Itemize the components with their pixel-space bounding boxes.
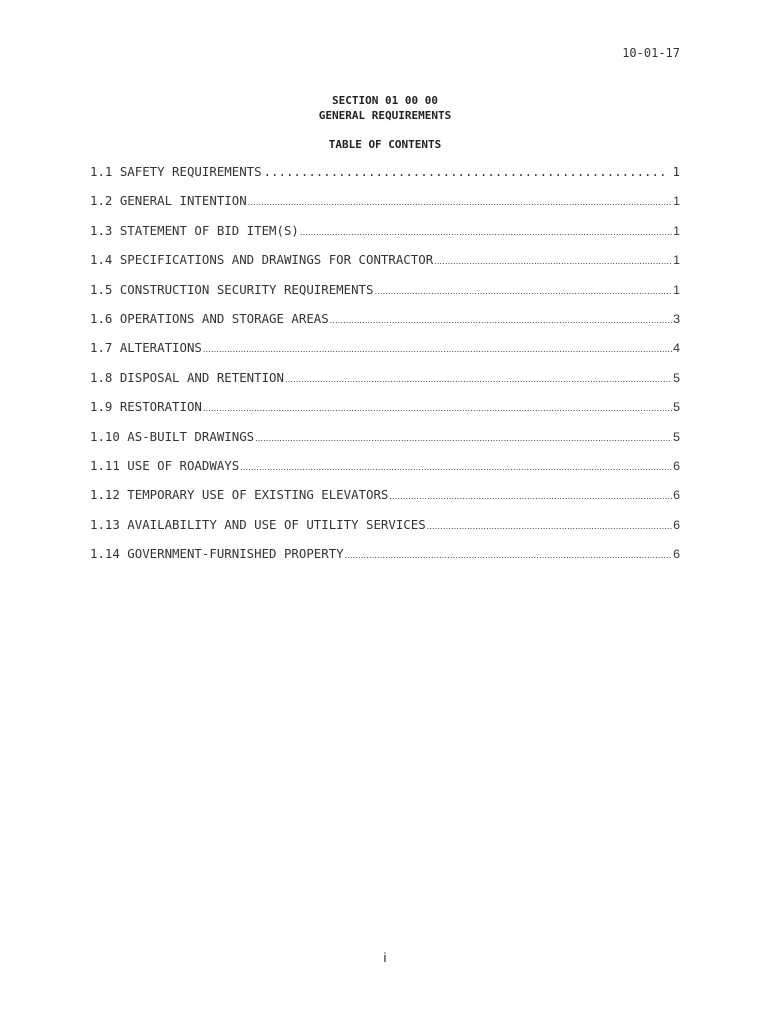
toc-entry-label: 1.14 GOVERNMENT-FURNISHED PROPERTY [90, 546, 344, 562]
toc-entry-label: 1.11 USE OF ROADWAYS [90, 457, 240, 473]
toc-dot-leader [374, 286, 672, 296]
toc-dot-leader [434, 256, 672, 266]
toc-dot-leader [345, 550, 672, 560]
section-number: SECTION 01 00 00 [332, 94, 438, 107]
toc-dot-leader [285, 374, 672, 384]
section-title: GENERAL REQUIREMENTS [318, 109, 452, 122]
toc-entry-page: 5 [673, 429, 680, 444]
toc-entry[interactable] [90, 252, 680, 281]
toc-entry-label: 1.8 DISPOSAL AND RETENTION [90, 369, 284, 385]
toc-dot-leader [203, 403, 672, 413]
toc-dot-leader [300, 227, 672, 237]
toc-entry-label: 1.4 SPECIFICATIONS AND DRAWINGS FOR CONTRACTOR [90, 252, 434, 268]
toc-dot-leader [330, 315, 672, 325]
toc-entry-page: 6 [673, 547, 680, 562]
toc-entry[interactable] [90, 458, 680, 487]
toc-entry-page: 5 [673, 370, 680, 385]
toc-entry-page: 1 [673, 223, 680, 238]
toc-entry[interactable] [90, 193, 680, 222]
toc-entry-label: 1.13 AVAILABILITY AND USE OF UTILITY SERVICES [90, 516, 426, 532]
toc-entry[interactable] [90, 546, 680, 575]
toc-entry-label: 1.9 RESTORATION [90, 399, 202, 415]
page-number: i [383, 950, 387, 965]
toc-entry[interactable] [90, 487, 680, 516]
toc-entry-label: 1.5 CONSTRUCTION SECURITY REQUIREMENTS [90, 281, 374, 297]
toc-entry-page: 1 [673, 282, 680, 297]
toc-entry-label: 1.12 TEMPORARY USE OF EXISTING ELEVATORS [90, 487, 389, 503]
toc-entry[interactable] [90, 429, 680, 458]
toc-entry-page: 1 [673, 194, 680, 209]
toc-entry-label: 1.1 SAFETY REQUIREMENTS [90, 164, 262, 179]
toc-entry-label: 1.7 ALTERATIONS [90, 340, 202, 356]
toc-entry[interactable] [90, 370, 680, 399]
toc-entry-page: 1 [672, 164, 680, 179]
toc-dot-leader [427, 521, 672, 531]
toc-entry[interactable] [90, 399, 680, 428]
toc-entry-label: 1.10 AS-BUILT DRAWINGS [90, 428, 255, 444]
toc-entry-page: 6 [673, 488, 680, 503]
toc-entry-page: 5 [673, 400, 680, 415]
toc-entry[interactable] [90, 282, 680, 311]
toc-entry-page: 1 [673, 253, 680, 268]
toc-entry[interactable] [90, 311, 680, 340]
toc-entry-page: 4 [673, 341, 680, 356]
toc-entry[interactable] [90, 517, 680, 546]
toc-dot-leader [389, 491, 672, 501]
revision-date: 10-01-17 [622, 46, 680, 60]
toc-entry[interactable] [90, 223, 680, 252]
toc-dot-leader [248, 197, 672, 207]
toc-entry[interactable] [90, 164, 680, 193]
toc-entry-label: 1.3 STATEMENT OF BID ITEM(S) [90, 222, 299, 238]
table-of-contents [90, 164, 680, 575]
toc-dot-leader [264, 164, 665, 179]
toc-dot-leader [203, 344, 672, 354]
toc-entry-label: 1.6 OPERATIONS AND STORAGE AREAS [90, 310, 329, 326]
toc-entry-label: 1.2 GENERAL INTENTION [90, 193, 247, 209]
toc-dot-leader [240, 462, 672, 472]
toc-entry-page: 6 [673, 458, 680, 473]
toc-dot-leader [255, 433, 672, 443]
toc-entry-page: 3 [673, 311, 680, 326]
toc-entry[interactable] [90, 340, 680, 369]
toc-entry-page: 6 [673, 517, 680, 532]
toc-heading: TABLE OF CONTENTS [328, 138, 442, 151]
